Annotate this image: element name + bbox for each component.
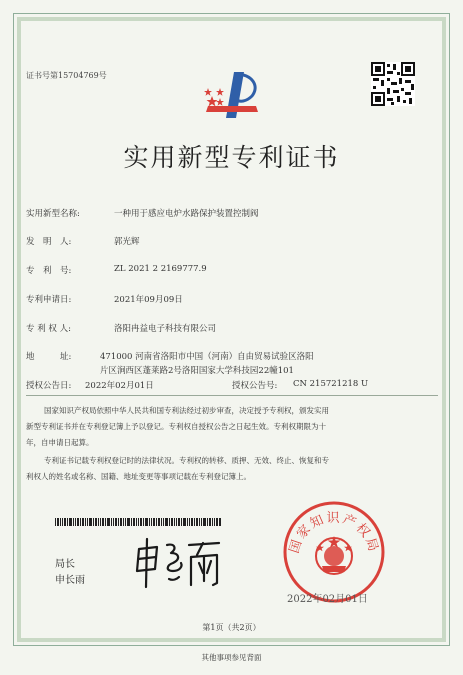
paragraph-2-line-2: 利权人的姓名或名称、国籍、地址变更等事项记载在专利登记簿上。 <box>26 472 251 481</box>
handwritten-signature-icon <box>133 535 223 590</box>
grant-number-label: 授权公告号: <box>232 381 278 391</box>
seal-date: 2022年02月01日 <box>287 594 368 605</box>
legal-paragraph-2 <box>26 453 438 485</box>
official-seal-icon <box>282 500 386 604</box>
page-title: 实用新型专利证书 <box>123 143 340 172</box>
grant-date-label: 授权公告日: <box>26 381 72 391</box>
inventor-label: 发 明 人: <box>26 237 72 247</box>
address-line-2: 片区涧西区蓬莱路2号洛阳国家大学科技园22幢101 <box>100 366 294 376</box>
director-title: 局长 <box>55 559 75 570</box>
paragraph-2-line-1: 专利证书记载专利权登记时的法律状况。专利权的转移、质押、无效、终止、恢复和专 <box>44 456 329 465</box>
address-label: 地 址: <box>26 352 72 362</box>
section-divider <box>26 395 438 396</box>
inventor-value: 郭光辉 <box>114 237 140 247</box>
page-indicator: 第1页（共2页） <box>202 623 261 632</box>
filing-date-value: 2021年09月09日 <box>114 295 183 305</box>
utility-model-name-label: 实用新型名称: <box>26 209 80 219</box>
patentee-label: 专 利 权 人: <box>26 324 71 334</box>
utility-model-name-value: 一种用于感应电炉水路保护装置控制阀 <box>114 209 259 219</box>
paragraph-1-line-1: 国家知识产权局依照中华人民共和国专利法经过初步审查，决定授予专利权，颁发实用 <box>44 406 329 415</box>
filing-date-label: 专利申请日: <box>26 295 72 305</box>
cnipa-logo-icon <box>200 68 264 124</box>
qr-code-icon <box>371 62 415 106</box>
director-name: 申长雨 <box>55 575 85 586</box>
barcode-icon <box>55 518 221 526</box>
footer-note: 其他事项参见背面 <box>201 653 262 662</box>
address-line-1: 471000 河南省洛阳市中国（河南）自由贸易试验区洛阳 <box>100 352 314 362</box>
grant-date-value: 2022年02月01日 <box>85 381 154 391</box>
grant-number-value: CN 215721218 U <box>293 379 369 389</box>
patent-number-label: 专 利 号: <box>26 266 72 276</box>
seal-arc-text: 国家知识产权局 <box>286 511 382 556</box>
certificate-number: 证书号第15704769号 <box>26 71 107 80</box>
paragraph-1-line-3: 年，自申请日起算。 <box>26 438 94 447</box>
patentee-value: 洛阳冉益电子科技有限公司 <box>114 324 217 334</box>
legal-paragraph-1 <box>26 403 438 451</box>
patent-number-value: ZL 2021 2 2169777.9 <box>114 264 207 274</box>
paragraph-1-line-2: 新型专利证书并在专利登记簿上予以登记。专利权自授权公告之日起生效。专利权期限为十 <box>26 422 326 431</box>
